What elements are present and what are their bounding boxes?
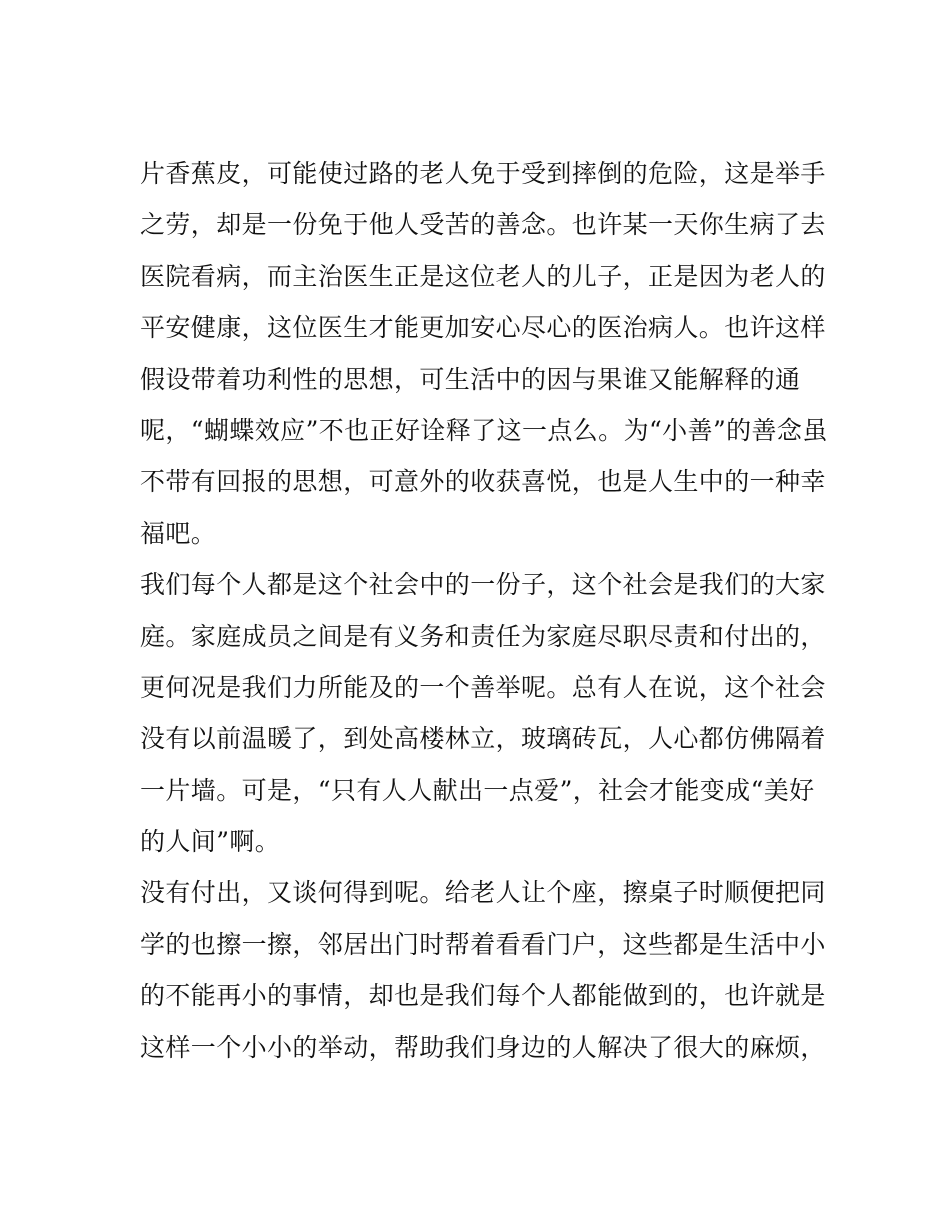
text-line: 医院看病，而主治医生正是这位老人的儿子，正是因为老人的: [140, 261, 826, 291]
body-text: [140, 148, 828, 1073]
text-line: 一片墙。可是，“只有人人献出一点爱”，社会才能变成“美好: [140, 775, 815, 805]
text-line: 没有以前温暖了，到处高楼林立，玻璃砖瓦，人心都仿佛隔着: [140, 724, 826, 754]
text-line: 假设带着功利性的思想，可生活中的因与果谁又能解释的通: [140, 364, 801, 394]
text-line: 呢，“蝴蝶效应”不也正好诠释了这一点么。为“小善”的善念虽: [140, 415, 828, 445]
text-line: 的不能再小的事情，却也是我们每个人都能做到的，也许就是: [140, 981, 826, 1011]
text-line: 不带有回报的思想，可意外的收获喜悦，也是人生中的一种幸: [140, 467, 826, 497]
text-line: 我们每个人都是这个社会中的一份子，这个社会是我们的大家: [140, 570, 826, 600]
text-line: 学的也擦一擦，邻居出门时帮着看看门户，这些都是生活中小: [140, 929, 826, 959]
text-line: 福吧。: [140, 518, 217, 548]
text-line: 更何况是我们力所能及的一个善举呢。总有人在说，这个社会: [140, 672, 826, 702]
text-line: 的人间”啊。: [140, 827, 281, 857]
text-line: 之劳，却是一份免于他人受苦的善念。也许某一天你生病了去: [140, 210, 826, 240]
text-line: 片香蕉皮，可能使过路的老人免于受到摔倒的危险，这是举手: [140, 159, 826, 188]
text-line: 没有付出，又谈何得到呢。给老人让个座，擦桌子时顺便把同: [140, 878, 826, 908]
text-line: 这样一个小小的举动，帮助我们身边的人解决了很大的麻烦，: [140, 1032, 826, 1062]
text-line: 庭。家庭成员之间是有义务和责任为家庭尽职尽责和付出的，: [140, 621, 826, 651]
text-line: 平安健康，这位医生才能更加安心尽心的医治病人。也许这样: [140, 313, 826, 343]
